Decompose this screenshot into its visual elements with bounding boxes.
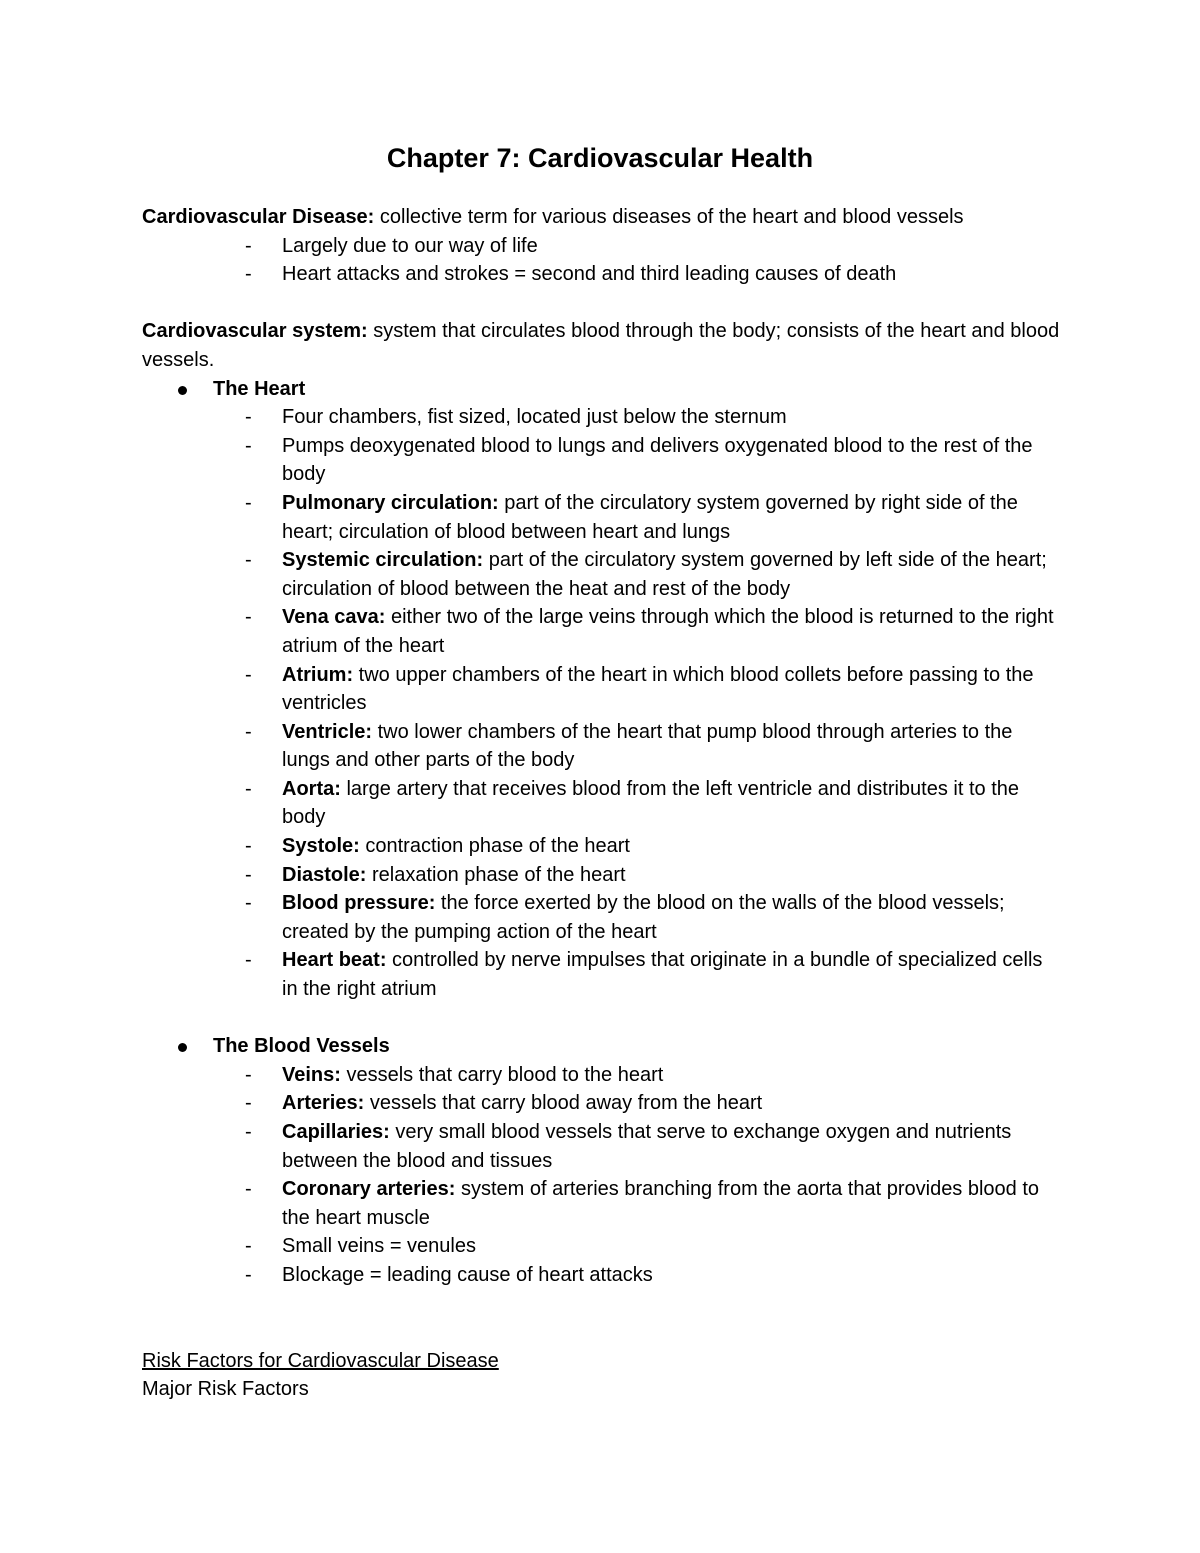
dash-marker: - <box>245 835 252 858</box>
item-term: Heart beat: <box>282 949 387 972</box>
list-item <box>245 1232 1062 1261</box>
bullet-dot-icon <box>178 386 187 395</box>
cvs-definition <box>142 317 1062 374</box>
spacer <box>142 1290 1062 1347</box>
item-text: contraction phase of the heart <box>359 835 630 858</box>
dash-marker: - <box>245 406 252 429</box>
vessels-heading: The Blood Vessels <box>213 1035 390 1058</box>
list-item <box>245 889 1062 946</box>
dash-marker: - <box>245 1235 252 1258</box>
dash-marker: - <box>245 1263 252 1286</box>
item-text: vessels that carry blood away from the heart <box>364 1092 763 1115</box>
list-item <box>245 861 1062 890</box>
list-item <box>245 775 1062 832</box>
item-text: the force exerted by the blood on the walls of the blood vessels; created by the pumping action of the heart <box>282 892 1005 943</box>
item-term: Aorta: <box>282 777 341 800</box>
item-term: Systemic circulation: <box>282 549 484 572</box>
item-text: two lower chambers of the heart that pump blood through arteries to the lungs and other parts of the body <box>282 720 1013 772</box>
item-text: Small veins = venules <box>282 1235 476 1258</box>
heart-heading: The Heart <box>213 377 306 400</box>
dash-marker: - <box>245 234 252 257</box>
dash-marker: - <box>245 663 252 686</box>
list-item-text: Heart attacks and strokes = second and third leading causes of death <box>282 263 897 286</box>
dash-marker: - <box>245 1063 252 1086</box>
dash-marker: - <box>245 434 252 457</box>
cvs-term: Cardiovascular system: <box>142 320 368 343</box>
item-text: either two of the large veins through which the blood is returned to the right atrium of the heart <box>282 606 1054 657</box>
dash-marker: - <box>245 1121 252 1143</box>
item-text: large artery that receives blood from the left ventricle and distributes it to the body <box>282 777 1020 829</box>
risk-heading: Risk Factors for Cardiovascular Disease <box>142 1349 499 1372</box>
item-text: vessels that carry blood to the heart <box>340 1063 664 1086</box>
dash-marker: - <box>245 777 252 800</box>
item-term: Coronary arteries: <box>282 1178 456 1201</box>
list-item <box>245 403 1062 432</box>
item-term: Vena cava: <box>282 606 386 629</box>
item-term: Diastole: <box>282 863 367 886</box>
list-item <box>245 1118 1062 1175</box>
item-term: Veins: <box>282 1063 341 1086</box>
item-term: Blood pressure: <box>282 892 436 915</box>
item-term: Arteries: <box>282 1092 365 1115</box>
spacer <box>142 289 1062 318</box>
bullet-heading-vessels <box>142 1032 1062 1061</box>
list-item <box>245 1061 1062 1090</box>
list-item <box>245 1089 1062 1118</box>
cvd-list <box>142 232 1062 289</box>
list-item-text: Largely due to our way of life <box>282 234 538 257</box>
page-title: Chapter 7: Cardiovascular Health <box>386 143 814 173</box>
list-item <box>245 1175 1062 1232</box>
dash-marker: - <box>245 549 252 572</box>
heart-list <box>142 403 1062 1003</box>
spacer <box>142 1004 1062 1033</box>
bullet-dot-icon <box>178 1043 187 1052</box>
cvd-term: Cardiovascular Disease: <box>142 206 375 228</box>
list-item <box>245 1261 1062 1290</box>
cvd-text: collective term for various diseases of the heart and blood vessels <box>374 206 964 228</box>
item-text: part of the circulatory system governed by right side of the heart; circulation of blood between heart and lungs <box>282 491 1018 543</box>
dash-marker: - <box>245 863 252 886</box>
item-term: Capillaries: <box>282 1121 390 1143</box>
bullet-heading-heart <box>142 375 1062 404</box>
dash-marker: - <box>245 720 252 743</box>
list-item <box>245 718 1062 775</box>
item-term: Pulmonary circulation: <box>282 491 499 514</box>
risk-subheading: Major Risk Factors <box>142 1378 309 1401</box>
dash-marker: - <box>245 606 252 629</box>
list-item <box>245 546 1062 603</box>
dash-marker: - <box>245 1178 252 1201</box>
list-item <box>245 603 1062 660</box>
item-term: Systole: <box>282 835 360 858</box>
document-body <box>142 203 1062 1404</box>
vessels-list <box>142 1061 1062 1290</box>
list-item <box>245 832 1062 861</box>
item-term: Ventricle: <box>282 720 373 743</box>
item-text: two upper chambers of the heart in which blood collets before passing to the ventricles <box>282 663 1034 715</box>
dash-marker: - <box>245 892 252 915</box>
cvd-definition <box>142 203 1062 232</box>
list-item <box>245 489 1062 546</box>
dash-marker: - <box>245 1092 252 1115</box>
item-term: Atrium: <box>282 663 354 686</box>
item-text: very small blood vessels that serve to exchange oxygen and nutrients between the blood and tissues <box>282 1121 1012 1172</box>
list-item <box>245 232 1062 261</box>
dash-marker: - <box>245 949 252 972</box>
item-text: part of the circulatory system governed by left side of the heart; circulation of blood between the heat and rest of the body <box>282 549 1047 600</box>
item-text: Blockage = leading cause of heart attacks <box>282 1263 653 1286</box>
item-text: Four chambers, fist sized, located just below the sternum <box>282 406 787 429</box>
dash-marker: - <box>245 263 252 286</box>
item-text: Pumps deoxygenated blood to lungs and delivers oxygenated blood to the rest of the body <box>282 434 1033 486</box>
item-text: system of arteries branching from the aorta that provides blood to the heart muscle <box>282 1178 1040 1229</box>
list-item <box>245 260 1062 289</box>
dash-marker: - <box>245 491 252 514</box>
cvs-text: system that circulates blood through the body; consists of the heart and blood vessels. <box>142 320 1060 371</box>
list-item <box>245 661 1062 718</box>
list-item <box>245 946 1062 1003</box>
item-text: controlled by nerve impulses that originate in a bundle of specialized cells in the right atrium <box>282 949 1043 1001</box>
item-text: relaxation phase of the heart <box>366 863 626 886</box>
list-item <box>245 432 1062 489</box>
